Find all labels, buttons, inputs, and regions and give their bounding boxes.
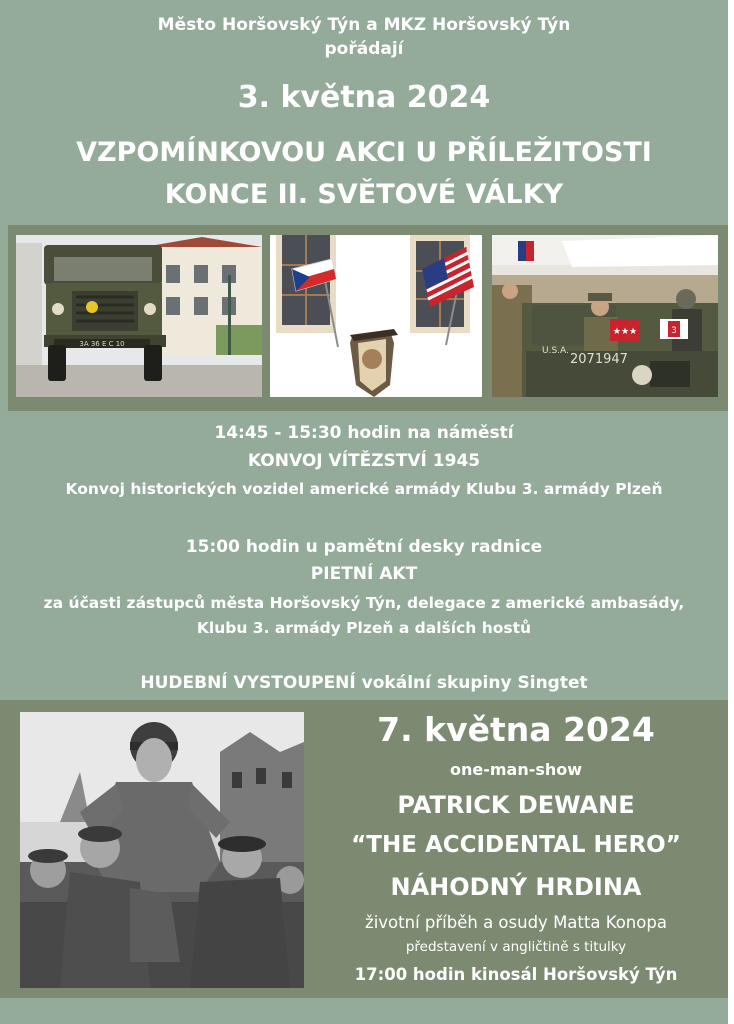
program1-description: Konvoj historických vozidel americké armády Klubu 3. armády Plzeň [65, 480, 663, 498]
music-highlight: HUDEBNÍ VYSTOUPENÍ [140, 673, 356, 693]
event2-performer: PATRICK DEWANE [397, 791, 635, 819]
organizers-line: Město Horšovský Týn a MKZ Horšovský Týn [157, 15, 571, 35]
event2-title-en: “THE ACCIDENTAL HERO” [351, 832, 681, 858]
event1-title-line2: KONCE II. SVĚTOVÉ VÁLKY [164, 179, 564, 210]
program2-description-line2: Klubu 3. armády Plzeň a dalších hostů [196, 619, 532, 637]
car-flag-stars: ★★★ [612, 327, 638, 337]
event2-type: one-man-show [449, 760, 583, 779]
event1-date: 3. května 2024 [237, 80, 491, 115]
music-rest: vokální skupiny Singtet [355, 673, 588, 693]
photo-army-truck [16, 235, 262, 397]
truck-plate: 3A 36 E C 10 [79, 340, 125, 348]
program1-name: KONVOJ VÍTĚZSTVÍ 1945 [247, 451, 481, 471]
organizers-verb: pořádají [324, 39, 404, 59]
jeep-plate: 2071947 [570, 352, 628, 367]
music-line [0, 672, 728, 694]
event2-date: 7. května 2024 [377, 710, 655, 749]
program2-time: 15:00 hodin u pamětní desky radnice [185, 537, 543, 557]
program2-description-line1: za účasti zástupců města Horšovský Týn, delegace z americké ambasády, [43, 594, 685, 612]
car-flag-number: 3 [671, 326, 677, 336]
event2-language-note: představení v angličtině s titulky [405, 939, 627, 955]
photo-town-hall [270, 235, 482, 397]
photo-historic-soldier [20, 712, 304, 988]
event2-band [0, 700, 728, 998]
jeep-label: U.S.A. [542, 346, 569, 356]
event2-subtitle: životní příběh a osudy Matta Konopa [365, 913, 667, 932]
event2-time-venue: 17:00 hodin kinosál Horšovský Týn [354, 965, 678, 984]
photo-strip [8, 225, 728, 411]
photo-jeep-officers [492, 235, 718, 397]
program2-name: PIETNÍ AKT [310, 564, 418, 584]
event2-title-cz: NÁHODNÝ HRDINA [390, 873, 642, 901]
event1-title-line1: VZPOMÍNKOVOU AKCI U PŘÍLEŽITOSTI [76, 137, 652, 168]
program1-time: 14:45 - 15:30 hodin na náměstí [214, 423, 514, 443]
